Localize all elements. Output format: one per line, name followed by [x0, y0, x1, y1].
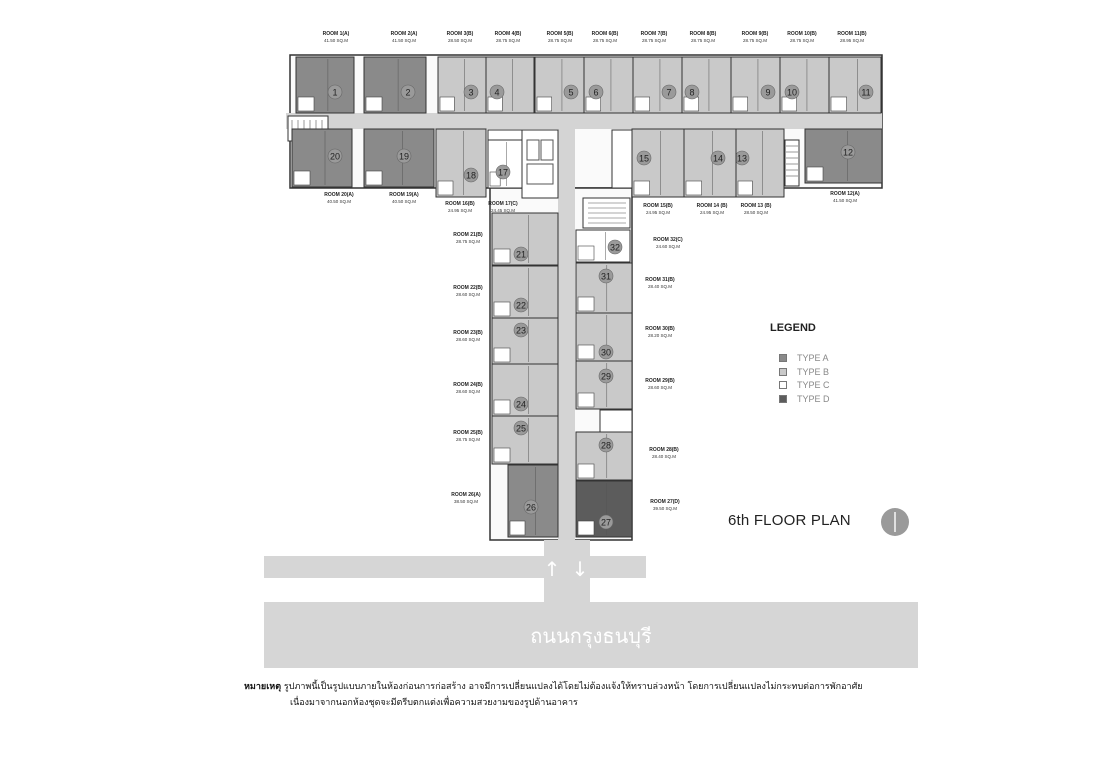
legend-item-type-a [779, 352, 829, 364]
room-26-label: ROOM 26(A) [451, 492, 481, 498]
room-7-bathroom [635, 97, 650, 111]
room-24-bathroom [494, 400, 510, 414]
room-2-area-label: 41.50 SQ.M [391, 38, 417, 43]
room-25-label: ROOM 25(B) [453, 430, 483, 436]
room-31 [576, 263, 632, 313]
room-27-area-label: 39.50 SQ.M [652, 506, 678, 511]
room-31-bathroom [578, 297, 594, 311]
room-13-bathroom [738, 181, 752, 195]
room-23-bathroom [494, 348, 510, 362]
floor-plan-title: 6th FLOOR PLAN [728, 512, 851, 529]
room-14 [684, 129, 736, 197]
room-2-number: 2 [405, 87, 411, 98]
room-20-area-label: 40.50 SQ.M [326, 199, 352, 204]
room-27 [576, 481, 632, 537]
room-7 [633, 57, 682, 113]
room-19-bathroom [366, 171, 382, 185]
room-20 [292, 129, 352, 187]
room-17-area-label: 24.45 SQ.M [490, 208, 516, 213]
disclaimer-line-1 [244, 679, 863, 693]
room-16-label: ROOM 16(B) [445, 201, 475, 207]
room-6 [584, 57, 633, 113]
room-17 [488, 140, 522, 188]
room-4-label: ROOM 4(B) [494, 31, 522, 37]
room-7-number: 7 [666, 87, 672, 98]
room-12 [805, 129, 882, 183]
room-20-label: ROOM 20(A) [324, 192, 354, 198]
room-8-area-label: 28.75 SQ.M [690, 38, 716, 43]
room-19-label: ROOM 19(A) [389, 192, 419, 198]
room-21-label: ROOM 21(B) [453, 232, 483, 238]
room-18-bathroom [438, 181, 453, 195]
room-1 [296, 57, 354, 113]
room-4-bathroom [488, 97, 502, 111]
room-28 [576, 432, 632, 480]
room-6-bathroom [586, 97, 601, 111]
room-12-area-label: 41.50 SQ.M [832, 198, 858, 203]
room-3-label: ROOM 3(B) [446, 31, 474, 37]
legend-label-type-c: TYPE C [797, 380, 830, 390]
room-2-bathroom [366, 97, 382, 111]
south-service-stair [600, 410, 632, 432]
room-1-number: 1 [332, 87, 338, 98]
room-29-area-label: 28.60 SQ.M [647, 385, 673, 390]
room-10-number: 10 [786, 87, 798, 98]
room-22-area-label: 28.60 SQ.M [455, 292, 481, 297]
room-28-area-label: 28.40 SQ.M [651, 454, 677, 459]
room-9-bathroom [733, 97, 748, 111]
room-4-area-label: 28.75 SQ.M [495, 38, 521, 43]
room-27-number: 27 [600, 517, 612, 528]
room-2 [364, 57, 426, 113]
room-14-area-label: 24.95 SQ.M [699, 210, 725, 215]
room-10-area-label: 28.75 SQ.M [789, 38, 815, 43]
room-32 [576, 230, 630, 262]
room-21 [492, 213, 558, 265]
room-30 [576, 313, 632, 361]
room-15-number: 15 [638, 153, 650, 164]
room-17-number: 17 [497, 167, 509, 178]
room-22-label: ROOM 22(B) [453, 285, 483, 291]
room-10-bathroom [782, 97, 797, 111]
room-15-label: ROOM 15(B) [643, 203, 673, 209]
room-20-number: 20 [329, 151, 341, 162]
room-30-bathroom [578, 345, 594, 359]
arrow-down-icon: ↓ [571, 557, 589, 581]
room-16-area-label: 24.95 SQ.M [447, 208, 473, 213]
room-15-bathroom [634, 181, 650, 195]
room-11-label: ROOM 11(B) [837, 31, 867, 37]
room-11-bathroom [831, 97, 847, 111]
room-21-number: 21 [515, 249, 527, 260]
room-4 [486, 57, 534, 113]
room-18-number: 18 [465, 170, 477, 181]
room-13 [735, 129, 784, 197]
legend-swatch-type-a [779, 354, 787, 362]
room-8-number: 8 [689, 87, 695, 98]
room-26-bathroom [510, 521, 525, 535]
room-23-number: 23 [515, 325, 527, 336]
room-30-number: 30 [600, 347, 612, 358]
room-14-number: 14 [712, 153, 724, 164]
room-14-label: ROOM 14 (B) [696, 203, 728, 209]
room-6-label: ROOM 6(B) [591, 31, 619, 37]
room-3 [438, 57, 486, 113]
room-24-label: ROOM 24(B) [453, 382, 483, 388]
room-13-label: ROOM 13 (B) [740, 203, 772, 209]
room-32-number: 32 [609, 242, 621, 253]
disclaimer-text-2: เนื่องมาจากนอกห้องชุดจะมีตรีบตกแต่งเพื่อความสวยงามของรูปด้านอาคาร [290, 698, 578, 708]
room-7-label: ROOM 7(B) [640, 31, 668, 37]
legend-swatch-type-b [779, 368, 787, 376]
disclaimer-text-1: รูปภาพนี้เป็นรูปแบบภายในห้องก่อนการก่อสร้าง อาจมีการเปลี่ยนแปลงได้โดยไม่ต้องแจ้งให้ทราบล่วงหน้า โดยการเปลี่ยนแปลงไม่กระทบต่อการพักอาศัย [283, 682, 863, 692]
room-9-area-label: 28.75 SQ.M [742, 38, 768, 43]
legend-item-type-b [779, 366, 829, 378]
legend-label-type-b: TYPE B [797, 367, 830, 377]
room-4-number: 4 [494, 87, 500, 98]
room-24-area-label: 28.60 SQ.M [455, 389, 481, 394]
room-23-area-label: 28.60 SQ.M [455, 337, 481, 342]
room-29 [576, 361, 632, 409]
room-1-label: ROOM 1(A) [322, 31, 350, 37]
room-6-area-label: 28.75 SQ.M [592, 38, 618, 43]
room-5-area-label: 28.75 SQ.M [547, 38, 573, 43]
room-9 [731, 57, 780, 113]
room-30-label: ROOM 30(B) [645, 326, 675, 332]
east-stair [785, 140, 799, 186]
disclaimer-label: หมายเหตุ [244, 682, 282, 692]
room-27-label: ROOM 27(D) [650, 499, 680, 505]
room-2-label: ROOM 2(A) [390, 31, 418, 37]
room-12-label: ROOM 12(A) [830, 191, 860, 197]
room-25 [492, 416, 558, 464]
room-31-area-label: 28.40 SQ.M [647, 284, 673, 289]
room-5-number: 5 [568, 87, 574, 98]
room-25-bathroom [494, 448, 510, 462]
room-25-number: 25 [515, 423, 527, 434]
room-7-area-label: 28.75 SQ.M [641, 38, 667, 43]
service-room [527, 164, 553, 184]
legend-swatch-type-d [779, 395, 787, 403]
room-14-bathroom [686, 181, 702, 195]
service-shaft [612, 130, 634, 188]
legend-label-type-d: TYPE D [797, 394, 830, 404]
room-5-bathroom [537, 97, 552, 111]
legend-label-type-a: TYPE A [797, 353, 829, 363]
room-5 [535, 57, 584, 113]
room-29-number: 29 [600, 371, 612, 382]
room-25-area-label: 28.75 SQ.M [455, 437, 481, 442]
room-6-number: 6 [593, 87, 599, 98]
room-22-bathroom [494, 302, 510, 316]
room-28-label: ROOM 28(B) [649, 447, 679, 453]
room-13-number: 13 [736, 153, 748, 164]
room-12-number: 12 [842, 147, 854, 158]
room-10 [780, 57, 829, 113]
room-8 [682, 57, 731, 113]
room-20-bathroom [294, 171, 310, 185]
room-19 [364, 129, 434, 187]
disclaimer-line-2 [290, 695, 578, 709]
lift-shaft-2 [541, 140, 553, 160]
room-26 [508, 465, 558, 537]
legend-item-type-c [779, 379, 830, 391]
room-28-bathroom [578, 464, 594, 478]
room-22 [492, 266, 558, 318]
room-21-area-label: 28.75 SQ.M [455, 239, 481, 244]
room-13-area-label: 28.50 SQ.M [743, 210, 769, 215]
room-12-bathroom [807, 167, 823, 181]
lift-shaft-1 [527, 140, 539, 160]
room-3-bathroom [440, 97, 454, 111]
room-26-area-label: 38.50 SQ.M [453, 499, 479, 504]
legend-item-type-d [779, 393, 830, 405]
room-11-area-label: 28.95 SQ.M [839, 38, 865, 43]
room-23-label: ROOM 23(B) [453, 330, 483, 336]
room-8-label: ROOM 8(B) [689, 31, 717, 37]
room-32-label: ROOM 32(C) [653, 237, 683, 243]
room-27-bathroom [578, 521, 594, 535]
room-24-number: 24 [515, 399, 527, 410]
room-15-area-label: 24.95 SQ.M [645, 210, 671, 215]
room-28-number: 28 [600, 440, 612, 451]
room-29-bathroom [578, 393, 594, 407]
room-3-number: 3 [468, 87, 474, 98]
arrow-up-icon: ↑ [543, 557, 561, 581]
room-1-bathroom [298, 97, 314, 111]
room-30-area-label: 28.20 SQ.M [647, 333, 673, 338]
road-name: ถนนกรุงธนบุรี [530, 624, 652, 648]
room-9-label: ROOM 9(B) [741, 31, 769, 37]
main-corridor [286, 113, 882, 129]
room-19-number: 19 [398, 151, 410, 162]
legend-title: LEGEND [770, 322, 816, 334]
room-19-area-label: 40.50 SQ.M [391, 199, 417, 204]
room-32-bathroom [578, 246, 594, 260]
room-1-area-label: 41.50 SQ.M [323, 38, 349, 43]
room-26-number: 26 [525, 502, 537, 513]
room-32-area-label: 24.60 SQ.M [655, 244, 681, 249]
spine-corridor [558, 129, 575, 541]
room-22-number: 22 [515, 300, 527, 311]
room-31-label: ROOM 31(B) [645, 277, 675, 283]
room-15 [632, 129, 684, 197]
room-24 [492, 364, 558, 416]
room-21-bathroom [494, 249, 510, 263]
room-29-label: ROOM 29(B) [645, 378, 675, 384]
room-31-number: 31 [600, 271, 612, 282]
room-23 [492, 318, 558, 364]
room-9-number: 9 [765, 87, 771, 98]
room-18 [436, 129, 486, 197]
room-10-label: ROOM 10(B) [787, 31, 817, 37]
room-3-area-label: 28.50 SQ.M [447, 38, 473, 43]
room-5-label: ROOM 5(B) [546, 31, 574, 37]
room-11-number: 11 [861, 87, 871, 98]
room-17-label: ROOM 17(C) [488, 201, 518, 207]
legend-swatch-type-c [779, 381, 787, 389]
room-11 [829, 57, 881, 113]
